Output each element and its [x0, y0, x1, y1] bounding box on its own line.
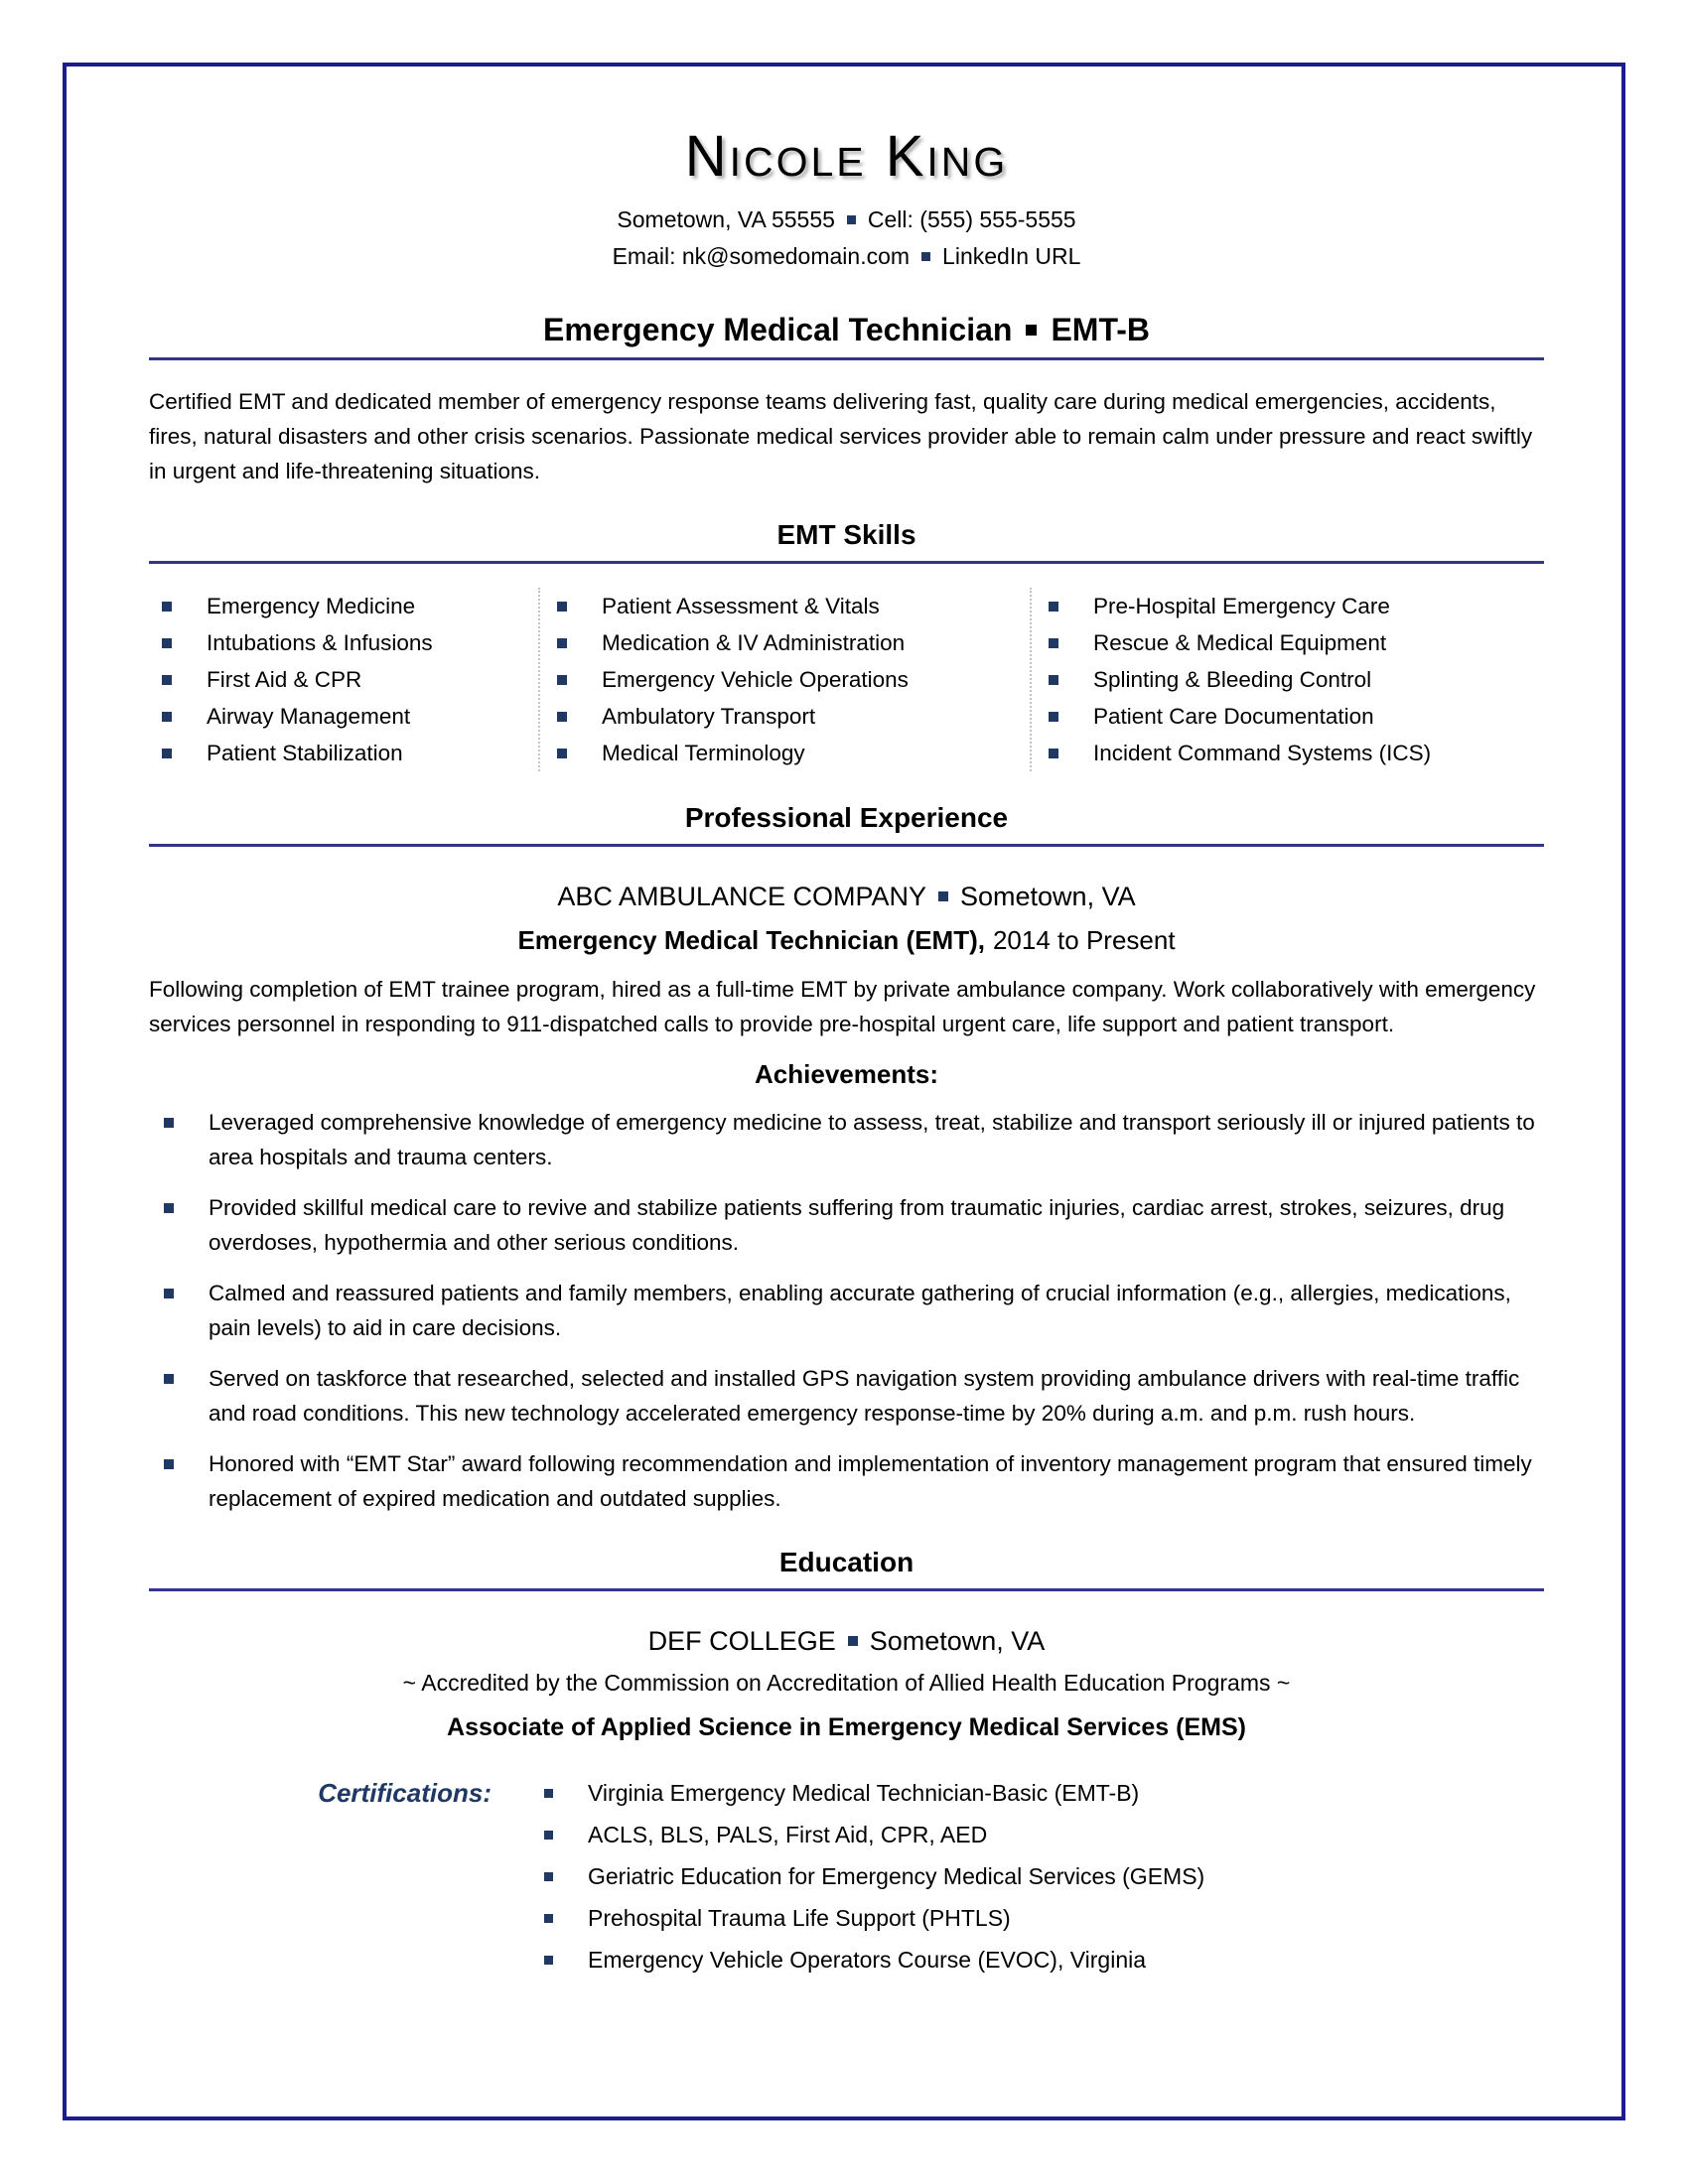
achievements-heading: Achievements:: [755, 1059, 938, 1089]
square-separator-icon: [921, 252, 930, 261]
achievements-list: [149, 1105, 1544, 1516]
skills-column-1: [149, 588, 538, 771]
achievement-item: [149, 1105, 1544, 1174]
skill-label: Splinting & Bleeding Control: [1093, 667, 1372, 692]
skill-item: [162, 588, 538, 624]
title-role: Emergency Medical Technician: [542, 312, 1013, 347]
achievement-text: Calmed and reassured patients and family members, enabling accurate gathering of crucial information (e.g., allergies, medications, pain levels) to aid in care decisions.: [209, 1281, 1511, 1340]
certification-item: [544, 1772, 1204, 1814]
section-rule: [149, 1588, 1544, 1591]
contact-email: Email: nk@somedomain.com: [612, 243, 911, 269]
skill-item: [557, 735, 1030, 771]
skill-item: [162, 698, 538, 735]
degree-line: Associate of Applied Science in Emergency Medical Services (EMS): [447, 1713, 1246, 1741]
skill-label: Airway Management: [207, 704, 411, 729]
square-bullet-icon: [557, 712, 567, 722]
square-bullet-icon: [557, 749, 567, 758]
achievement-text: Served on taskforce that researched, selected and installed GPS navigation system providing ambulance drivers with real-time traffic and road conditions. This new technology accelerated emergency response-time by 20% during a.m. and p.m. rush hours.: [209, 1366, 1520, 1426]
square-bullet-icon: [544, 1789, 553, 1798]
square-bullet-icon: [162, 675, 172, 685]
square-bullet-icon: [162, 638, 172, 648]
skill-label: Ambulatory Transport: [602, 704, 816, 729]
square-bullet-icon: [544, 1872, 553, 1881]
contact-block: [149, 202, 1544, 275]
skill-item: [557, 588, 1030, 624]
skill-label: Emergency Vehicle Operations: [602, 667, 909, 692]
skill-item: [162, 661, 538, 698]
achievement-item: [149, 1276, 1544, 1345]
square-bullet-icon: [1049, 749, 1058, 758]
skill-label: Intubations & Infusions: [207, 630, 433, 655]
contact-cell: Cell: (555) 555-5555: [867, 206, 1076, 232]
square-bullet-icon: [544, 1956, 553, 1965]
square-bullet-icon: [162, 602, 172, 612]
achievement-text: Honored with “EMT Star” award following recommendation and implementation of inventory management program that ensured timely replacement of expired medication and outdated supplies.: [209, 1451, 1532, 1511]
certifications-label: Certifications:: [318, 1778, 492, 1808]
contact-location: Sometown, VA 55555: [617, 206, 835, 232]
skill-item: [162, 624, 538, 661]
certification-item: [544, 1939, 1204, 1980]
skills-column-2: [538, 588, 1030, 771]
section-heading-professional-experience: Professional Experience: [684, 802, 1009, 833]
skill-item: [1049, 661, 1544, 698]
section-heading-emt-skills: EMT Skills: [776, 519, 916, 550]
skill-label: Patient Assessment & Vitals: [602, 594, 880, 618]
company-line: [149, 879, 1544, 914]
certifications-block: [149, 1772, 1544, 1980]
company-name: ABC AMBULANCE COMPANY: [557, 882, 926, 911]
square-bullet-icon: [1049, 712, 1058, 722]
certification-text: Geriatric Education for Emergency Medical Services (GEMS): [588, 1863, 1205, 1889]
square-bullet-icon: [557, 602, 567, 612]
skill-label: Incident Command Systems (ICS): [1093, 741, 1432, 765]
skill-label: Rescue & Medical Equipment: [1093, 630, 1387, 655]
skill-label: Pre-Hospital Emergency Care: [1093, 594, 1390, 618]
person-name: Nicole King: [684, 124, 1009, 189]
certification-item: [544, 1855, 1204, 1897]
skill-label: Medication & IV Administration: [602, 630, 906, 655]
square-bullet-icon: [164, 1289, 174, 1298]
square-bullet-icon: [1049, 675, 1058, 685]
certification-text: ACLS, BLS, PALS, First Aid, CPR, AED: [588, 1822, 988, 1847]
square-bullet-icon: [164, 1459, 174, 1469]
certification-item: [544, 1897, 1204, 1939]
contact-line-2: [149, 238, 1544, 275]
square-separator-icon: [848, 1636, 858, 1646]
contact-linkedin: LinkedIn URL: [942, 243, 1081, 269]
certification-text: Virginia Emergency Medical Technician-Basic (EMT-B): [588, 1780, 1140, 1806]
square-bullet-icon: [544, 1914, 553, 1923]
contact-line-1: [149, 202, 1544, 238]
square-separator-icon: [938, 891, 948, 901]
square-bullet-icon: [164, 1203, 174, 1213]
skill-item: [557, 661, 1030, 698]
skills-grid: [149, 588, 1544, 771]
skill-item: [1049, 735, 1544, 771]
square-bullet-icon: [557, 638, 567, 648]
company-location: Sometown, VA: [960, 882, 1136, 911]
skills-column-3: [1030, 588, 1544, 771]
square-bullet-icon: [1049, 638, 1058, 648]
certification-text: Emergency Vehicle Operators Course (EVOC), Virginia: [588, 1947, 1147, 1973]
page-border-frame: [63, 63, 1625, 2120]
square-separator-icon: [847, 215, 856, 224]
accreditation-line: ~ Accredited by the Commission on Accreditation of Allied Health Education Programs ~: [402, 1670, 1291, 1696]
square-bullet-icon: [164, 1118, 174, 1128]
skill-item: [557, 698, 1030, 735]
skill-label: First Aid & CPR: [207, 667, 362, 692]
skill-label: Patient Stabilization: [207, 741, 403, 765]
role-line: [149, 922, 1544, 958]
skill-item: [1049, 698, 1544, 735]
achievement-item: [149, 1361, 1544, 1431]
achievement-text: Provided skillful medical care to revive and stabilize patients suffering from traumatic injuries, cardiac arrest, strokes, seizures, drug overdoses, hypothermia and other serious conditions.: [209, 1195, 1505, 1255]
square-bullet-icon: [162, 749, 172, 758]
section-rule: [149, 844, 1544, 847]
certification-text: Prehospital Trauma Life Support (PHTLS): [588, 1905, 1011, 1931]
skill-item: [162, 735, 538, 771]
role-dates: 2014 to Present: [992, 925, 1176, 955]
skill-item: [1049, 588, 1544, 624]
job-description: Following completion of EMT trainee program, hired as a full-time EMT by private ambulance company. Work collaboratively with emergency services personnel in responding to 911-dispatched calls to provide pre-hospital urgent care, life support and patient transport.: [149, 977, 1536, 1036]
square-bullet-icon: [557, 675, 567, 685]
achievement-item: [149, 1190, 1544, 1260]
square-separator-icon: [1026, 325, 1037, 336]
section-rule: [149, 561, 1544, 564]
skill-item: [1049, 624, 1544, 661]
skill-label: Patient Care Documentation: [1093, 704, 1374, 729]
square-bullet-icon: [1049, 602, 1058, 612]
role-title: Emergency Medical Technician (EMT),: [517, 925, 985, 955]
square-bullet-icon: [544, 1831, 553, 1840]
skill-label: Emergency Medicine: [207, 594, 416, 618]
skill-label: Medical Terminology: [602, 741, 805, 765]
school-location: Sometown, VA: [869, 1626, 1046, 1656]
skill-item: [557, 624, 1030, 661]
document-title: [149, 309, 1544, 350]
achievement-text: Leveraged comprehensive knowledge of emergency medicine to assess, treat, stabilize and transport seriously ill or injured patients to area hospitals and trauma centers.: [209, 1110, 1535, 1169]
square-bullet-icon: [164, 1374, 174, 1384]
section-rule: [149, 357, 1544, 360]
certifications-list: [544, 1772, 1204, 1980]
certification-item: [544, 1814, 1204, 1855]
school-line: [149, 1623, 1544, 1659]
title-credential: EMT-B: [1051, 312, 1150, 347]
summary-paragraph: Certified EMT and dedicated member of emergency response teams delivering fast, quality care during medical emergencies, accidents, fires, natural disasters and other crisis scenarios. Passionate medical services provider able to remain calm under pressure and react swiftly in urgent and life-threatening situations.: [149, 389, 1533, 483]
school-name: DEF COLLEGE: [647, 1626, 836, 1656]
square-bullet-icon: [162, 712, 172, 722]
achievement-item: [149, 1446, 1544, 1516]
section-heading-education: Education: [778, 1547, 914, 1577]
